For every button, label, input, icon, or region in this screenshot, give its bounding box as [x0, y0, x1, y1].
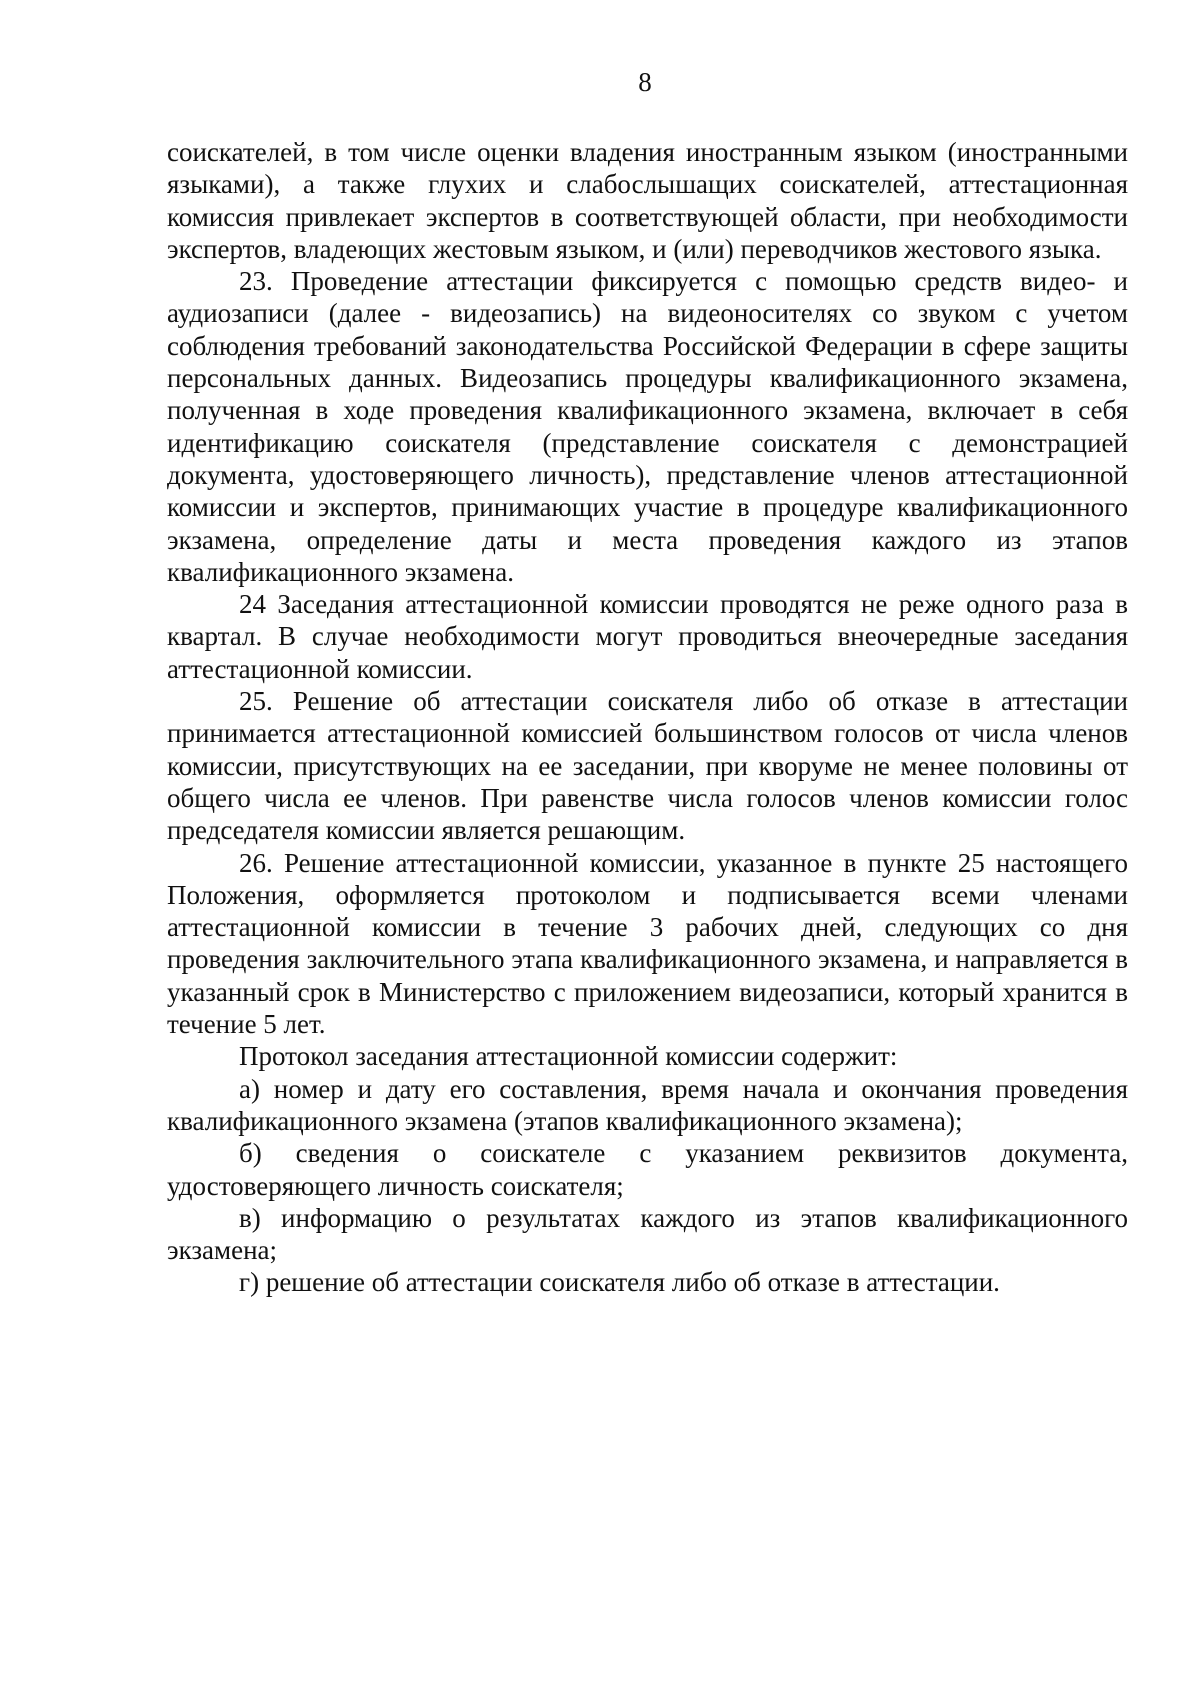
paragraph-continuation: соискателей, в том числе оценки владения иностранным языком (иностранными языками), а также глухих и слабослышащих соискателей, аттестационная комиссия привлекает экспертов в соответствующей области, при необходимости экспертов, владеющих жестовым языком, и (или) переводчиков жестового языка.: [167, 137, 1128, 264]
page-number: 8: [638, 67, 652, 97]
paragraph-item-25: 25. Решение об аттестации соискателя либо об отказе в аттестации принимается аттестационной комиссией большинством голосов от числа членов комиссии, присутствующих на ее заседании, при кворуме не менее половины от общего числа ее членов. При равенстве числа голосов членов комиссии голос председателя комиссии является решающим.: [167, 686, 1128, 846]
paragraph-subitem-a: а) номер и дату его составления, время начала и окончания проведения квалификационного экзамена (этапов квалификационного экзамена);: [167, 1073, 1128, 1136]
paragraph-subitem-v: в) информацию о результатах каждого из этапов квалификационного экзамена;: [167, 1202, 1128, 1266]
document-body: [167, 136, 1128, 1299]
paragraph-item-24: 24 Заседания аттестационной комиссии проводятся не реже одного раза в квартал. В случае необходимости могут проводиться внеочередные заседания аттестационной комиссии.: [167, 589, 1128, 684]
paragraph-item-26: 26. Решение аттестационной комиссии, указанное в пункте 25 настоящего Положения, оформляется протоколом и подписывается всеми членами аттестационной комиссии в течение 3 рабочих дней, следующих со дня проведения заключительного этапа квалификационного экзамена, и направляется в указанный срок в Министерство с приложением видеозаписи, который хранится в течение 5 лет.: [167, 847, 1128, 1040]
paragraph-subitem-b: б) сведения о соискателе с указанием реквизитов документа, удостоверяющего личность соискателя;: [167, 1138, 1128, 1201]
paragraph-subitem-g: г) решение об аттестации соискателя либо об отказе в аттестации.: [239, 1267, 1000, 1298]
paragraph-protocol-intro: Протокол заседания аттестационной комиссии содержит:: [239, 1041, 898, 1072]
paragraph-item-23: 23. Проведение аттестации фиксируется с помощью средств видео- и аудиозаписи (далее - видеозапись) на видеоносителях со звуком с учетом соблюдения требований законодательства Российской Федерации в сфере защиты персональных данных. Видеозапись процедуры квалификационного экзамена, полученная в ходе проведения квалификационного экзамена, включает в себя идентификацию соискателя (представление соискателя с демонстрацией документа, удостоверяющего личность), представление членов аттестационной комиссии и экспертов, принимающих участие в процедуре квалификационного экзамена, определение даты и места проведения каждого из этапов квалификационного экзамена.: [167, 266, 1128, 587]
